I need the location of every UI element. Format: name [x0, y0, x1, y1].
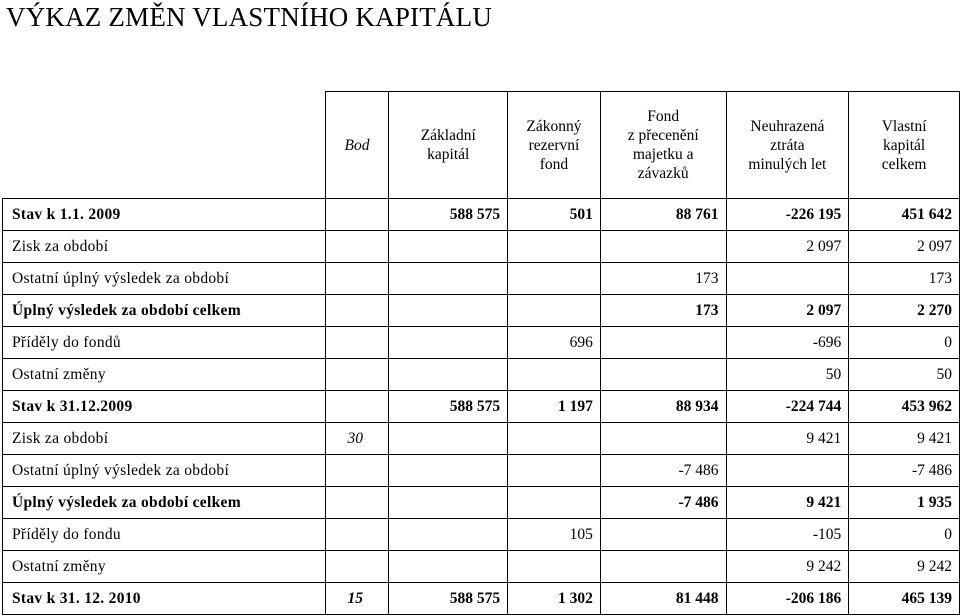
table-row [3, 391, 960, 423]
cell-bod [325, 327, 389, 359]
table-row [3, 359, 960, 391]
cell-zakonny [508, 455, 601, 487]
cell-celkem: 465 139 [849, 583, 960, 615]
row-label: Příděly do fondů [3, 327, 326, 359]
row-label: Ostatní změny [3, 359, 326, 391]
header-vlastni-kapital-celkem: Vlastní kapitál celkem [849, 92, 960, 199]
cell-bod [325, 263, 389, 295]
cell-ztrata: 9 421 [726, 487, 849, 519]
cell-celkem: 1 935 [849, 487, 960, 519]
cell-ztrata: -105 [726, 519, 849, 551]
table-row [3, 231, 960, 263]
cell-ztrata: 2 097 [726, 231, 849, 263]
row-label: Stav k 31. 12. 2010 [3, 583, 326, 615]
table-row [3, 583, 960, 615]
row-label: Ostatní úplný výsledek za období [3, 455, 326, 487]
cell-celkem: 173 [849, 263, 960, 295]
cell-bod [325, 199, 389, 231]
cell-bod [325, 231, 389, 263]
cell-fond [600, 551, 726, 583]
row-label: Stav k 1.1. 2009 [3, 199, 326, 231]
page-title: VÝKAZ ZMĚN VLASTNÍHO KAPITÁLU [6, 2, 493, 32]
cell-zakladni: 588 575 [389, 199, 508, 231]
cell-zakonny: 105 [508, 519, 601, 551]
cell-fond [600, 423, 726, 455]
cell-zakonny: 1 197 [508, 391, 601, 423]
cell-celkem: 2 097 [849, 231, 960, 263]
cell-bod: 15 [325, 583, 389, 615]
cell-zakladni [389, 359, 508, 391]
cell-zakladni [389, 455, 508, 487]
equity-changes-table [2, 91, 960, 615]
row-label: Úplný výsledek za období celkem [3, 487, 326, 519]
cell-ztrata: -224 744 [726, 391, 849, 423]
cell-ztrata: -206 186 [726, 583, 849, 615]
table-row [3, 263, 960, 295]
cell-zakonny: 1 302 [508, 583, 601, 615]
cell-bod [325, 295, 389, 327]
cell-zakonny [508, 359, 601, 391]
cell-zakonny: 501 [508, 199, 601, 231]
cell-zakladni [389, 551, 508, 583]
cell-celkem: 451 642 [849, 199, 960, 231]
cell-celkem: 0 [849, 519, 960, 551]
cell-fond: 81 448 [600, 583, 726, 615]
cell-ztrata: -696 [726, 327, 849, 359]
row-label: Ostatní změny [3, 551, 326, 583]
cell-bod [325, 551, 389, 583]
cell-zakonny [508, 487, 601, 519]
cell-celkem: 50 [849, 359, 960, 391]
cell-bod [325, 391, 389, 423]
cell-fond: 88 934 [600, 391, 726, 423]
cell-zakladni: 588 575 [389, 391, 508, 423]
cell-fond [600, 359, 726, 391]
cell-fond [600, 231, 726, 263]
cell-fond: -7 486 [600, 487, 726, 519]
cell-bod [325, 519, 389, 551]
table-row [3, 327, 960, 359]
cell-celkem: 2 270 [849, 295, 960, 327]
header-fond-z-preceneni: Fond z přecenění majetku a závazků [600, 92, 726, 199]
row-label: Ostatní úplný výsledek za období [3, 263, 326, 295]
row-label: Zisk za období [3, 423, 326, 455]
cell-zakonny [508, 231, 601, 263]
cell-bod [325, 359, 389, 391]
cell-celkem: 0 [849, 327, 960, 359]
cell-ztrata [726, 263, 849, 295]
cell-zakladni [389, 295, 508, 327]
cell-zakonny: 696 [508, 327, 601, 359]
cell-fond [600, 327, 726, 359]
cell-ztrata: 2 097 [726, 295, 849, 327]
header-row [3, 92, 960, 199]
cell-zakladni [389, 423, 508, 455]
cell-celkem: 9 421 [849, 423, 960, 455]
table-row [3, 551, 960, 583]
row-label: Úplný výsledek za období celkem [3, 295, 326, 327]
cell-zakladni [389, 519, 508, 551]
cell-ztrata: 50 [726, 359, 849, 391]
cell-zakonny [508, 551, 601, 583]
cell-celkem: 453 962 [849, 391, 960, 423]
cell-zakonny [508, 263, 601, 295]
cell-bod: 30 [325, 423, 389, 455]
table-row [3, 487, 960, 519]
cell-ztrata [726, 455, 849, 487]
cell-zakladni [389, 487, 508, 519]
header-bod: Bod [325, 92, 389, 199]
cell-zakladni [389, 263, 508, 295]
cell-fond: 173 [600, 263, 726, 295]
cell-ztrata: 9 421 [726, 423, 849, 455]
cell-celkem: -7 486 [849, 455, 960, 487]
header-zakonny-rezervni-fond: Zákonný rezervní fond [508, 92, 601, 199]
row-label: Stav k 31.12.2009 [3, 391, 326, 423]
cell-zakladni [389, 327, 508, 359]
row-label: Zisk za období [3, 231, 326, 263]
header-blank-cell [3, 92, 326, 199]
cell-fond: 88 761 [600, 199, 726, 231]
table-row [3, 295, 960, 327]
header-neuhrazena-ztrata: Neuhrazená ztráta minulých let [726, 92, 849, 199]
cell-fond: 173 [600, 295, 726, 327]
cell-zakladni [389, 231, 508, 263]
cell-fond [600, 519, 726, 551]
table-row [3, 423, 960, 455]
cell-bod [325, 455, 389, 487]
cell-zakladni: 588 575 [389, 583, 508, 615]
cell-ztrata: 9 242 [726, 551, 849, 583]
row-label: Příděly do fondu [3, 519, 326, 551]
cell-celkem: 9 242 [849, 551, 960, 583]
cell-zakonny [508, 295, 601, 327]
table-row [3, 519, 960, 551]
header-zakladni-kapital: Základní kapitál [389, 92, 508, 199]
cell-ztrata: -226 195 [726, 199, 849, 231]
cell-zakonny [508, 423, 601, 455]
cell-fond: -7 486 [600, 455, 726, 487]
table-row [3, 199, 960, 231]
table-row [3, 455, 960, 487]
cell-bod [325, 487, 389, 519]
